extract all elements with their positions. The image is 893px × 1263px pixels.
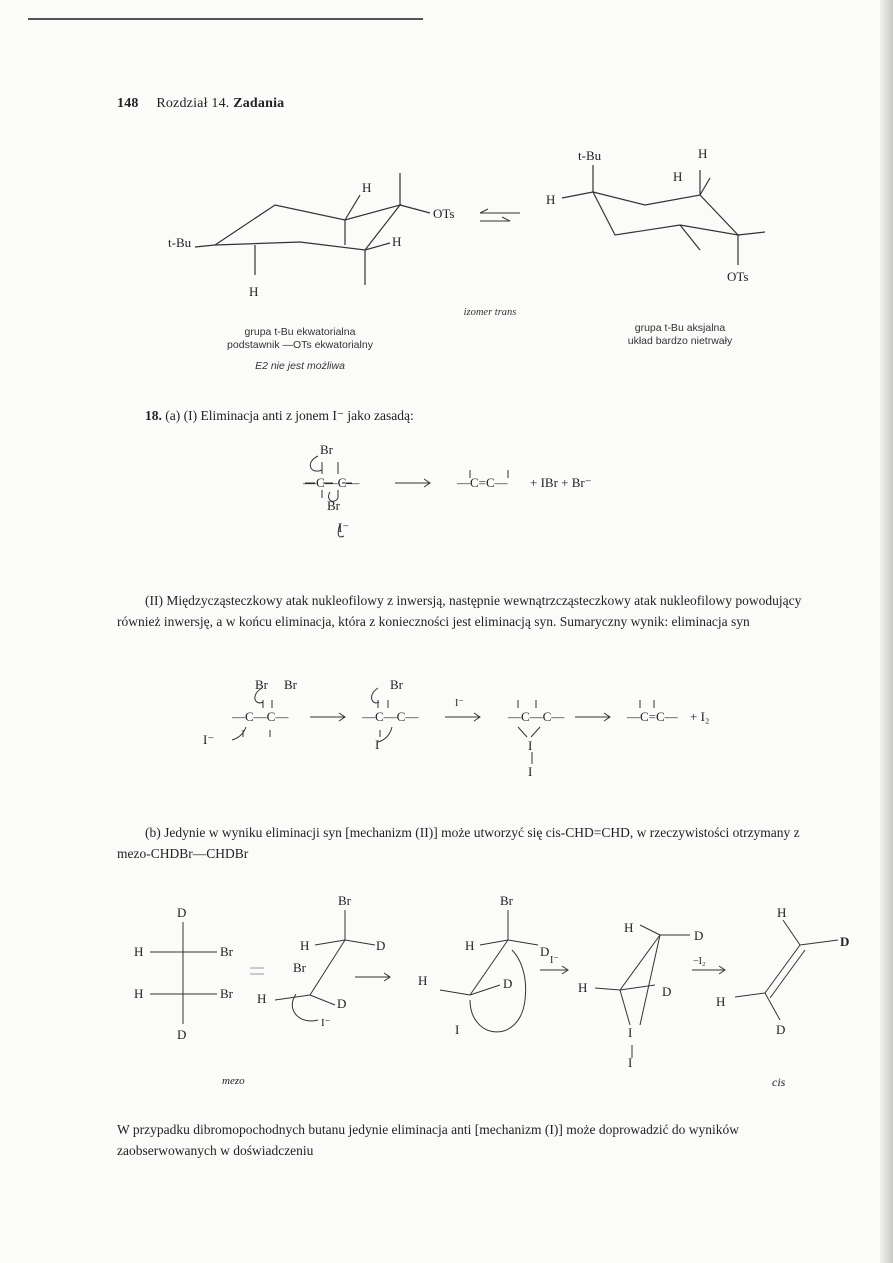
chair-right: [562, 165, 765, 265]
newman2-h2: H: [418, 973, 428, 988]
newman2-d: D: [540, 944, 550, 959]
bridge-d2: D: [662, 984, 672, 999]
newman2-d2: D: [503, 976, 513, 991]
label-h-right: H: [392, 234, 402, 249]
fischer-br2: Br: [220, 986, 233, 1001]
eq2-bridge-i2: I: [528, 764, 533, 779]
eq2-br2: Br: [284, 677, 297, 692]
bridge-h: H: [624, 920, 634, 935]
eq2-br3: Br: [390, 677, 403, 692]
newman1-d: D: [376, 938, 386, 953]
eq1-br-bottom: Br: [327, 498, 340, 513]
label-tbu-left: t-Bu: [168, 235, 192, 250]
label-h-bottom: H: [249, 284, 259, 299]
fischer-br1: Br: [220, 944, 233, 959]
newman2-i: I: [455, 1022, 460, 1037]
caption-left-line3: E2 nie jest możliwa: [255, 360, 345, 372]
caption-left-line1: grupa t-Bu ekwatorialna: [244, 326, 356, 338]
eq2-chain3: —C—C—: [508, 709, 565, 724]
equilibrium-arrow: [480, 209, 520, 221]
caption-left: [200, 326, 400, 373]
part-a-intro: (a) (I) Eliminacja anti z jonem I⁻ jako zasadą:: [165, 408, 414, 423]
chapter-label: Rozdział 14.: [156, 96, 230, 111]
problem-18-a: [145, 405, 414, 426]
page-number: 148: [117, 96, 139, 111]
eq2-chain2: —C—C—: [362, 709, 419, 724]
bridge-i2: I: [628, 1055, 633, 1070]
cis-d-bottom: D: [776, 1022, 786, 1037]
part-b-paragraph: (b) Jedynie w wyniku eliminacji syn [mechanizm (II)] może utworzyć się cis-CHD=CHD, w rzeczywistości otrzymany z mezo-CHDBr—CHDBr: [117, 825, 800, 861]
label-h-inner: H: [673, 169, 683, 184]
fischer-h1: H: [134, 944, 144, 959]
final-paragraph: W przypadku dibromopochodnych butanu jedynie eliminacja anti [mechanizm (I)] może doprowadzić do wyników zaobserwowanych w doświadczeniu: [117, 1122, 740, 1158]
eq2-br1: Br: [255, 677, 268, 692]
fischer-d-top: D: [177, 905, 187, 920]
eq2-chain1: —C—C—: [232, 709, 289, 724]
fischer-bonds: [150, 910, 838, 1058]
newman1-iodide: I⁻: [321, 1017, 331, 1029]
newman1-br: Br: [338, 893, 351, 908]
newman1-d2: D: [337, 996, 347, 1011]
part-ii-paragraph: (II) Międzycząsteczkowy atak nukleofilowy z inwersją, następnie wewnątrzcząsteczkowy atak nukleofilowy powodujący również inwersję, a w końcu eliminacja, która z konieczności jest eliminacją syn. Sumaryczny wynik: eliminacja syn: [117, 593, 802, 629]
eq2-bonds: [232, 688, 654, 764]
eq2-arrow-label: I⁻: [455, 698, 464, 709]
cis-label: cis: [772, 1075, 786, 1089]
eq2-bridge-i1: I: [528, 738, 533, 753]
chair-left: [195, 173, 430, 285]
mezo-label: mezo: [222, 1075, 245, 1087]
cis-h-top: H: [777, 905, 787, 920]
eq2-iodide: I⁻: [203, 732, 215, 747]
label-ots-right: OTs: [727, 269, 749, 284]
eq2-i-attached: I: [375, 737, 380, 752]
fig3-arrow2-label: −I₂: [693, 956, 706, 967]
label-h-right-top: H: [698, 146, 708, 161]
fig3-arrow1-label: I⁻: [550, 955, 559, 966]
newman1-h2: H: [257, 991, 267, 1006]
label-tbu-right: t-Bu: [578, 148, 602, 163]
isomer-label: izomer trans: [463, 307, 517, 318]
eq1-byproducts: + IBr + Br⁻: [530, 475, 592, 490]
eq2-product: —C=C—: [627, 709, 678, 724]
cis-d-top: D: [840, 934, 850, 949]
fischer-d-bottom: D: [177, 1027, 187, 1042]
eq1-chain: —C—C—: [303, 475, 360, 490]
eq1-iodide: I⁻: [338, 520, 350, 535]
caption-right-line1: grupa t-Bu aksjalna: [634, 322, 726, 334]
newman2-h: H: [465, 938, 475, 953]
label-ots-left: OTs: [433, 206, 455, 221]
eq1-bonds: [305, 456, 508, 537]
newman1-h: H: [300, 938, 310, 953]
eq1-product: —C=C—: [457, 475, 508, 490]
section-label: Zadania: [233, 96, 285, 111]
bridge-h2: H: [578, 980, 588, 995]
problem-number: 18.: [145, 408, 162, 423]
fischer-h2: H: [134, 986, 144, 1001]
caption-right: [590, 322, 770, 348]
caption-right-line2: układ bardzo nietrwały: [627, 335, 733, 347]
newman2-br: Br: [500, 893, 513, 908]
eq1-br-top: Br: [320, 442, 333, 457]
label-h-left-right: H: [546, 192, 556, 207]
bridge-i1: I: [628, 1025, 633, 1040]
eq2-final: + I₂: [690, 709, 710, 724]
label-h-top: H: [362, 180, 372, 195]
caption-left-line2: podstawnik —OTs ekwatorialny: [227, 339, 373, 351]
bridge-d: D: [694, 928, 704, 943]
cis-h-bottom: H: [716, 994, 726, 1009]
newman1-br2: Br: [293, 960, 306, 975]
